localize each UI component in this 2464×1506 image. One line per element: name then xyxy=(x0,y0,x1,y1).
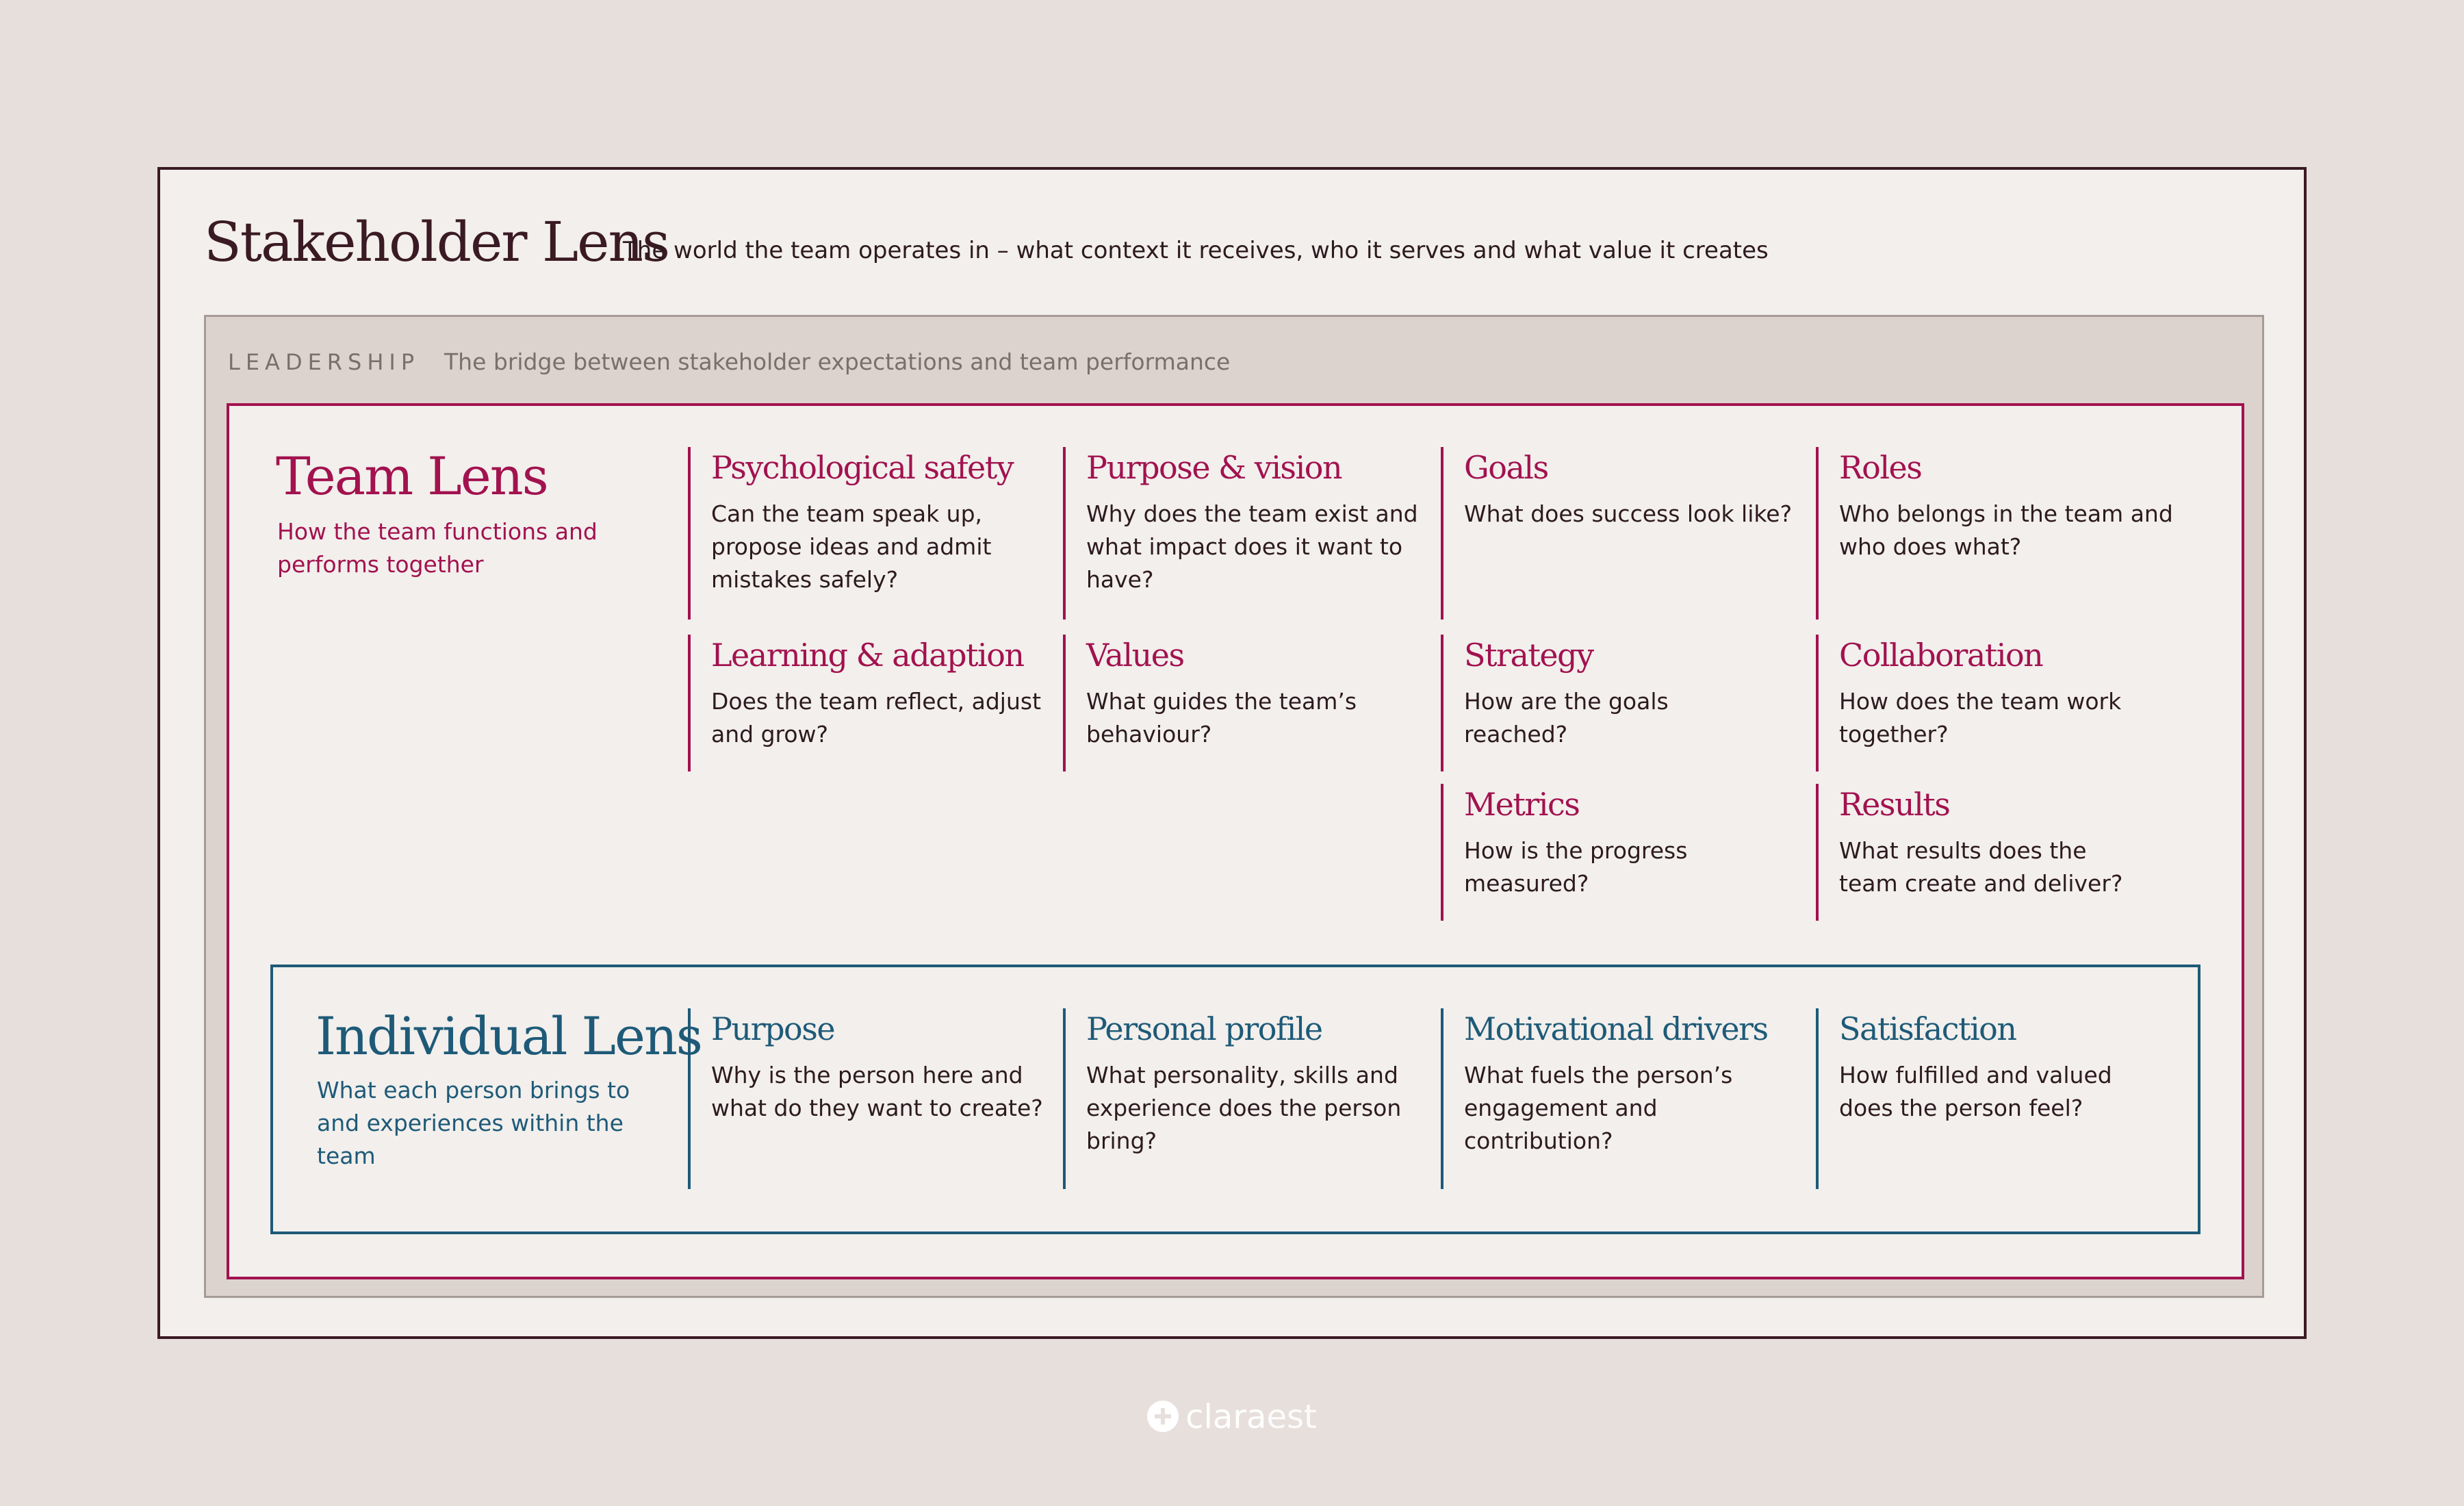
leadership-label: LEADERSHIP xyxy=(228,349,420,375)
cell-question: What guides the team’s behaviour? xyxy=(1086,688,1357,748)
individual-lens-subtitle: What each person brings to and experiences within the team xyxy=(317,1077,630,1169)
individual-cell-personal-profile xyxy=(1063,1008,1419,1189)
cell-title: Goals xyxy=(1464,449,1548,486)
cell-question: What results does the team create and deliver? xyxy=(1839,837,2123,897)
cell-question: How are the goals reached? xyxy=(1464,688,1669,748)
leadership-band xyxy=(204,315,2264,1298)
individual-cell-motivational-drivers xyxy=(1441,1008,1797,1189)
stakeholder-lens-frame xyxy=(157,167,2307,1339)
plus-circle-icon xyxy=(1147,1401,1179,1432)
individual-lens-box xyxy=(270,965,2200,1234)
team-cell-purpose-vision xyxy=(1063,447,1433,620)
team-lens-subtitle: How the team functions and performs together xyxy=(277,518,598,578)
cell-title: Results xyxy=(1839,786,1950,823)
cell-title: Learning & adaption xyxy=(711,637,1024,674)
team-cell-collaboration xyxy=(1816,635,2144,771)
cell-title: Personal profile xyxy=(1086,1010,1322,1047)
cell-question: Why is the person here and what do they want to create? xyxy=(711,1062,1043,1121)
logo-text-primary: clara xyxy=(1185,1398,1267,1436)
team-lens-title: Team Lens xyxy=(276,446,548,507)
logo-text-secondary: est xyxy=(1266,1398,1317,1436)
team-cell-psychological-safety xyxy=(688,447,1057,620)
individual-cell-purpose xyxy=(688,1008,1044,1189)
team-cell-values xyxy=(1063,635,1391,771)
cell-title: Motivational drivers xyxy=(1464,1010,1768,1047)
cell-question: What fuels the person’s engagement and contribution? xyxy=(1464,1062,1733,1154)
cell-question: What personality, skills and experience does the person bring? xyxy=(1086,1062,1402,1154)
team-cell-roles xyxy=(1816,447,2185,620)
cell-question: Can the team speak up, propose ideas and admit mistakes safely? xyxy=(711,500,992,593)
cell-question: What does success look like? xyxy=(1464,500,1793,527)
cell-question: Does the team reflect, adjust and grow? xyxy=(711,688,1042,748)
cell-title: Collaboration xyxy=(1839,637,2043,674)
cell-title: Purpose & vision xyxy=(1086,449,1342,486)
individual-lens-title: Individual Lens xyxy=(316,1006,702,1067)
claraest-logo xyxy=(0,1396,2464,1438)
cell-title: Satisfaction xyxy=(1839,1010,2016,1047)
stakeholder-lens-title: Stakeholder Lens xyxy=(204,210,669,274)
team-lens-box xyxy=(227,403,2244,1279)
individual-cell-satisfaction xyxy=(1816,1008,2158,1189)
cell-question: Who belongs in the team and who does what? xyxy=(1839,500,2173,560)
cell-title: Strategy xyxy=(1464,637,1593,674)
cell-question: How fulfilled and valued does the person feel? xyxy=(1839,1062,2112,1121)
cell-title: Metrics xyxy=(1464,786,1580,823)
team-cell-results xyxy=(1816,784,2144,921)
team-cell-strategy xyxy=(1441,635,1769,771)
team-cell-metrics xyxy=(1441,784,1769,921)
cell-question: How does the team work together? xyxy=(1839,688,2122,748)
cell-question: Why does the team exist and what impact does it want to have? xyxy=(1086,500,1418,593)
leadership-description: The bridge between stakeholder expectations and team performance xyxy=(444,348,1231,375)
cell-title: Psychological safety xyxy=(711,449,1014,486)
team-cell-goals xyxy=(1441,447,1810,620)
team-cell-learning-adaption xyxy=(688,635,1057,771)
cell-title: Values xyxy=(1086,637,1184,674)
cell-title: Roles xyxy=(1839,449,1922,486)
cell-question: How is the progress measured? xyxy=(1464,837,1688,897)
cell-title: Purpose xyxy=(711,1010,835,1047)
stakeholder-lens-description: The world the team operates in – what context it receives, who it serves and what value it creates xyxy=(623,237,1769,264)
